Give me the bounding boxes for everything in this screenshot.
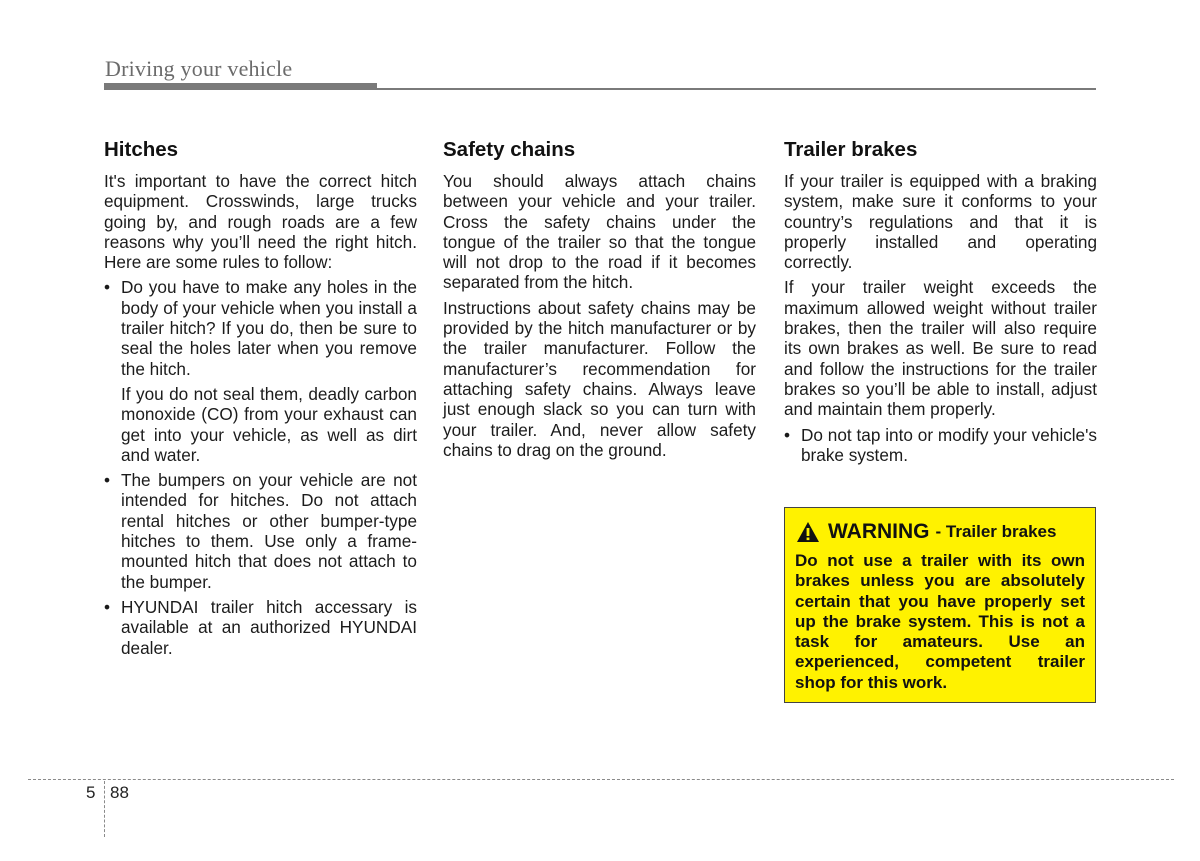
list-item <box>104 277 417 465</box>
chapter-number: 5 <box>86 783 96 802</box>
hitches-heading: Hitches <box>104 138 179 161</box>
safety-chains-paragraph-1: You should always attach chains between your vehicle and your trailer. Cross the safety chains under the tongue of the trailer so that the tongue will not drop to the road if it becomes separated from the hitch. <box>443 171 756 293</box>
list-item <box>784 425 1097 466</box>
bullet-marker: • <box>104 470 111 491</box>
warning-header <box>795 518 1085 546</box>
page-header-title: Driving your vehicle <box>105 56 293 81</box>
hitches-bullet-2: The bumpers on your vehicle are not intended for hitches. Do not attach rental hitches or other bumper-type hitches to them. Use only a frame-mounted hitch that does not attach to the bumper. <box>121 470 417 592</box>
hitches-list <box>104 277 417 657</box>
trailer-brakes-paragraph-2: If your trailer weight exceeds the maximum allowed weight without trailer brakes, then the trailer will also require its own brakes as well. Be sure to read and follow the instructions for the trailer brakes so you’ll be able to install, adjust and maintain them properly. <box>784 277 1097 420</box>
list-item <box>104 597 417 658</box>
warning-subtitle: - Trailer brakes <box>935 522 1057 541</box>
footer-dashed-divider <box>104 781 105 837</box>
header-rule-thin <box>377 88 1096 90</box>
safety-chains-paragraph-2: Instructions about safety chains may be provided by the hitch manufacturer or by the trailer manufacturer. Follow the manufacturer’s recommendation for attaching safety chains. Always leave just enough slack so you can turn with your trailer. And, never allow safety chains to drag on the ground. <box>443 297 756 460</box>
warning-triangle-icon <box>796 521 820 543</box>
footer-dashed-rule <box>28 779 1174 780</box>
bullet-marker: • <box>104 277 111 298</box>
trailer-brakes-paragraph-1: If your trailer is equipped with a braking system, make sure it conforms to your country’s regulations and that it is properly installed and operating correctly. <box>784 171 1097 273</box>
trailer-brakes-heading: Trailer brakes <box>784 138 918 161</box>
trailer-brakes-section <box>784 137 1097 470</box>
bullet-marker: • <box>784 424 791 445</box>
warning-word: WARNING <box>828 520 930 543</box>
warning-text: Do not use a trailer with its own brakes unless you are absolutely certain that you have properly set up the brake system. This is not a task for amateurs. Use an experienced, competent trailer shop for this work. <box>795 551 1085 692</box>
trailer-brakes-list <box>784 425 1097 466</box>
page-number: 88 <box>110 783 129 802</box>
trailer-brakes-bullet-1: Do not tap into or modify your vehicle's brake system. <box>801 424 1097 465</box>
hitches-section <box>104 137 417 663</box>
hitches-intro: It's important to have the correct hitch equipment. Crosswinds, large trucks going by, and rough roads are a few reasons why you’ll need the right hitch. Here are some rules to follow: <box>104 171 417 273</box>
hitches-bullet-3: HYUNDAI trailer hitch accessary is available at an authorized HYUNDAI dealer. <box>121 596 417 658</box>
warning-box <box>784 507 1096 703</box>
bullet-marker: • <box>104 596 111 617</box>
safety-chains-section <box>443 137 756 465</box>
hitches-bullet-1: Do you have to make any holes in the body of your vehicle when you install a trailer hitch? If you do, then be sure to seal the holes later when you remove the hitch. <box>121 277 417 379</box>
header-rule-thick <box>104 83 377 90</box>
hitches-bullet-1-extra: If you do not seal them, deadly carbon monoxide (CO) from your exhaust can get into your vehicle, as well as dirt and water. <box>121 383 417 465</box>
safety-chains-heading: Safety chains <box>443 138 576 161</box>
list-item <box>104 470 417 592</box>
